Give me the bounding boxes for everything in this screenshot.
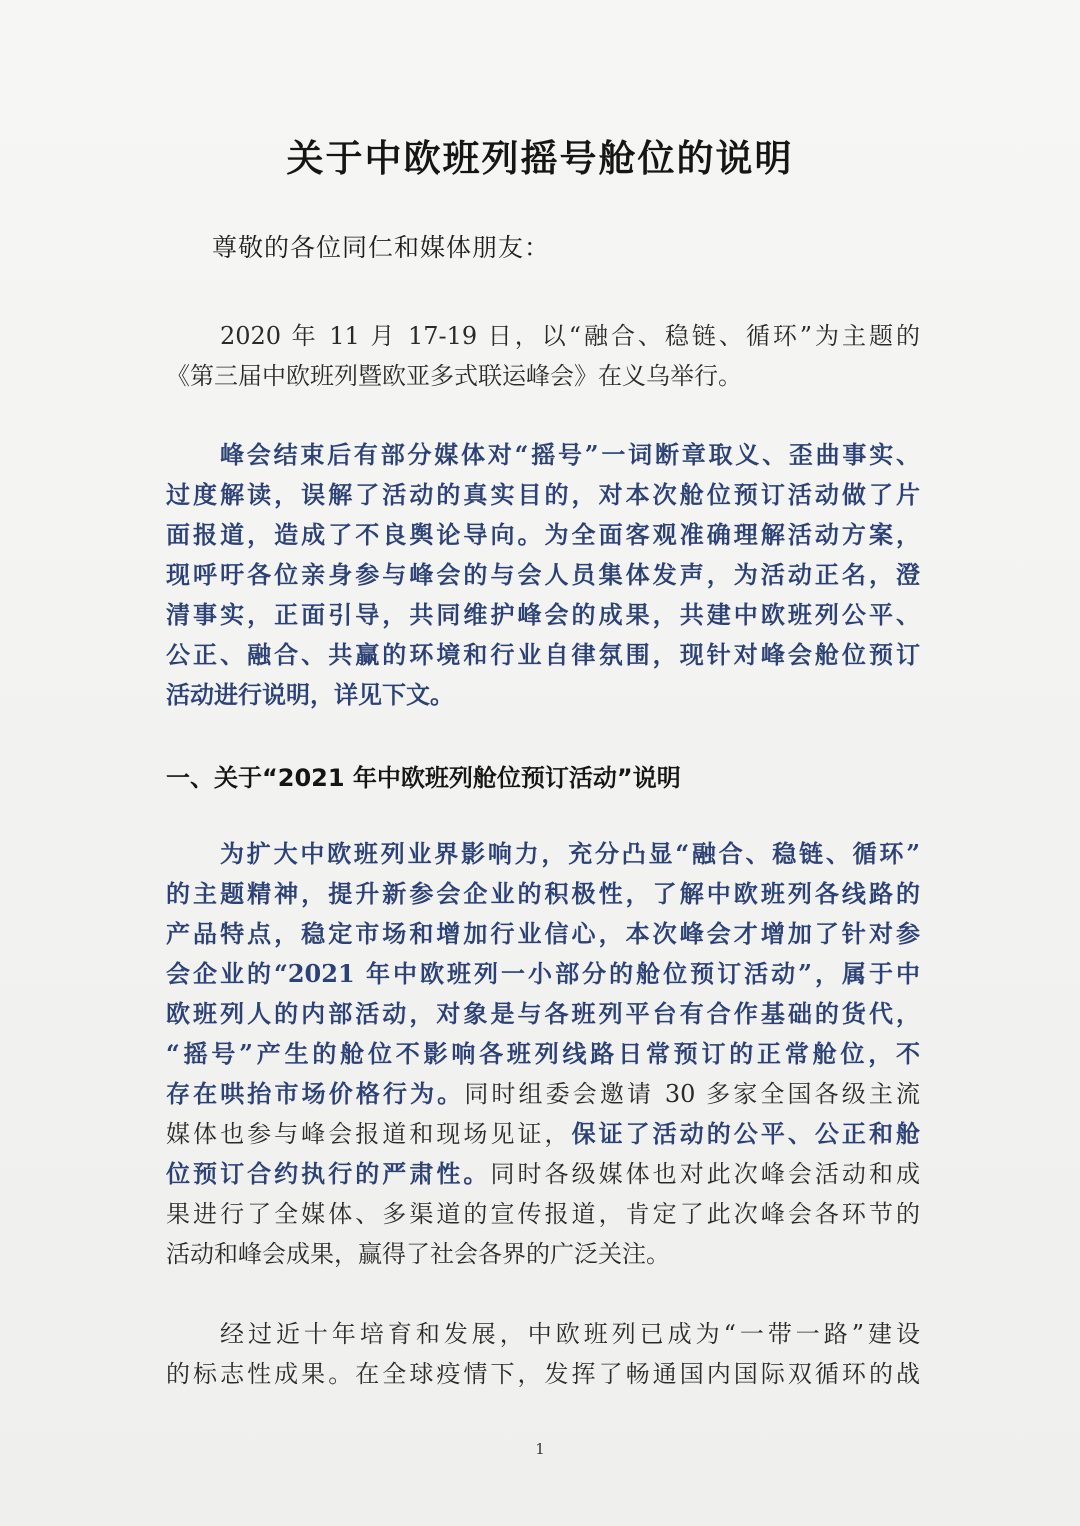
paragraph-line: 公正、融合、共赢的环境和行业自律氛围，现针对峰会舱位预订 [166, 640, 920, 669]
paragraph-line: 会企业的“2021 年中欧班列一小部分的舱位预订活动”，属于中 [166, 959, 920, 988]
paragraph-line: 清事实，正面引导，共同维护峰会的成果，共建中欧班列公平、 [166, 600, 920, 629]
paragraph-line: 的标志性成果。在全球疫情下，发挥了畅通国内国际双循环的战 [166, 1360, 920, 1388]
section-heading: 一、关于“2021 年中欧班列舱位预订活动”说明 [166, 764, 681, 792]
paragraph-clarification [166, 435, 920, 715]
page-number: 1 [535, 1440, 545, 1458]
paragraph-achievement [166, 1314, 920, 1394]
paragraph-line: 过度解读，误解了活动的真实目的，对本次舱位预订活动做了片 [166, 480, 920, 509]
paragraph-line: 活动进行说明，详见下文。 [166, 680, 454, 709]
paragraph-line-mixed [166, 1114, 920, 1154]
highlighted-text: 保证了活动的公平、公正和舱 [571, 1119, 921, 1148]
paragraph-line: 现呼吁各位亲身参与峰会的与会人员集体发声，为活动正名，澄 [166, 560, 920, 589]
paragraph-line: 欧班列人的内部活动，对象是与各班列平台有合作基础的货代， [166, 999, 920, 1028]
paragraph-line-mixed [166, 1074, 920, 1114]
paragraph-line: 的主题精神，提升新参会企业的积极性，了解中欧班列各线路的 [166, 879, 920, 908]
highlighted-text: 位预订合约执行的严肃性。 [166, 1159, 491, 1188]
paragraph-intro [166, 316, 920, 396]
plain-text: 同时组委会邀请 30 多家全国各级主流 [464, 1080, 921, 1108]
plain-text: 媒体也参与峰会报道和现场见证， [166, 1120, 572, 1148]
paragraph-line: 《第三届中欧班列暨欧亚多式联运峰会》在义乌举行。 [166, 362, 742, 390]
document-title: 关于中欧班列摇号舱位的说明 [286, 137, 794, 180]
paragraph-line-mixed [166, 1154, 920, 1194]
paragraph-activity [166, 834, 920, 1274]
paragraph-line: 峰会结束后有部分媒体对“摇号”一词断章取义、歪曲事实、 [220, 440, 920, 469]
paragraph-line: 果进行了全媒体、多渠道的宣传报道，肯定了此次峰会各环节的 [166, 1200, 920, 1228]
paragraph-line: 为扩大中欧班列业界影响力，充分凸显“融合、稳链、循环” [220, 839, 920, 868]
paragraph-line: 经过近十年培育和发展，中欧班列已成为“一带一路”建设 [220, 1320, 920, 1348]
paragraph-line: “摇号”产生的舱位不影响各班列线路日常预订的正常舱位，不 [166, 1039, 920, 1068]
highlighted-text: 存在哄抬市场价格行为。 [166, 1079, 465, 1108]
paragraph-line: 产品特点，稳定市场和增加行业信心，本次峰会才增加了针对参 [166, 919, 920, 948]
paragraph-line: 面报道，造成了不良舆论导向。为全面客观准确理解活动方案， [166, 520, 920, 549]
paragraph-line: 2020 年 11 月 17-19 日，以“融合、稳链、循环”为主题的 [220, 322, 920, 350]
paragraph-line: 活动和峰会成果，赢得了社会各界的广泛关注。 [166, 1240, 670, 1268]
plain-text: 同时各级媒体也对此次峰会活动和成 [490, 1160, 921, 1188]
salutation: 尊敬的各位同仁和媒体朋友： [212, 233, 551, 262]
